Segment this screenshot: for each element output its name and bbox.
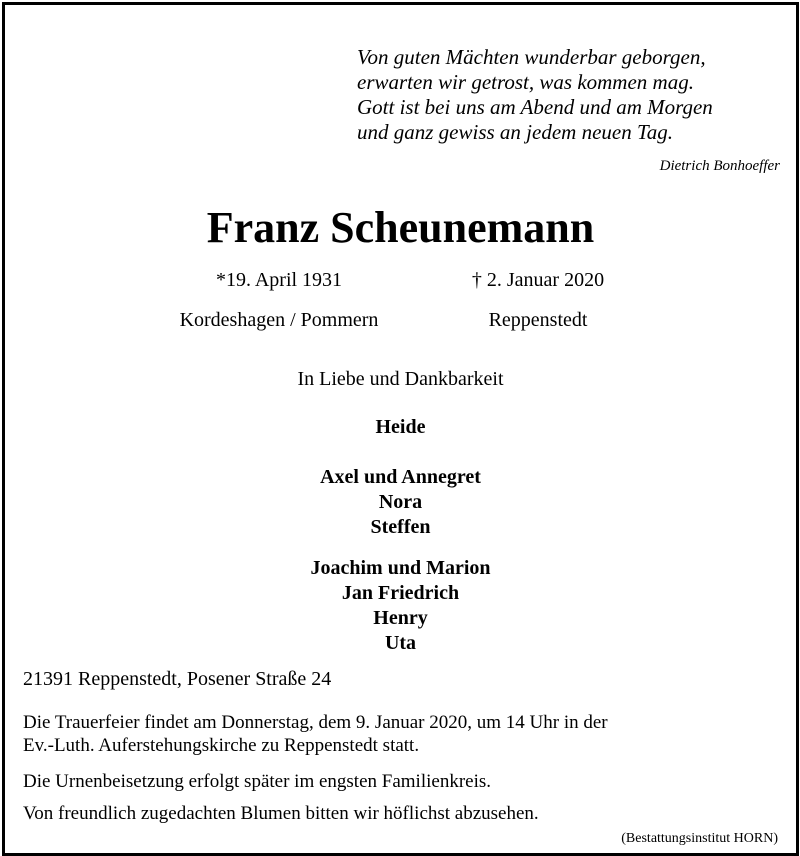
mourner-name: Uta: [384, 632, 417, 654]
obituary-notice: [2, 2, 799, 856]
mourner-name: Steffen: [370, 516, 431, 538]
address: 21391 Reppenstedt, Posener Straße 24: [23, 668, 332, 690]
bonhoeffer-quote: [357, 45, 777, 145]
death-date: † 2. Januar 2020: [471, 269, 605, 291]
quote-line: erwarten wir getrost, was kommen mag.: [357, 70, 694, 94]
funeral-line: Die Trauerfeier findet am Donnerstag, dem 9. Januar 2020, um 14 Uhr in der: [23, 712, 608, 733]
funeral-notice: [23, 711, 723, 757]
quote-author: Dietrich Bonhoeffer: [659, 158, 780, 174]
death-place: Reppenstedt: [488, 309, 588, 331]
quote-line: Gott ist bei uns am Abend und am Morgen: [357, 95, 713, 119]
quote-line: Von guten Mächten wunderbar geborgen,: [357, 45, 706, 69]
mourner-name: Nora: [378, 491, 423, 513]
mourner-name: Henry: [373, 607, 428, 629]
mourner-group-1: [5, 465, 796, 540]
undertaker-credit: (Bestattungsinstitut HORN): [621, 831, 778, 846]
birth-place: Kordeshagen / Pommern: [179, 309, 379, 331]
mourner-group-2: [5, 556, 796, 656]
mourner-name: Joachim und Marion: [310, 557, 491, 579]
urn-notice: Die Urnenbeisetzung erfolgt später im engsten Familienkreis.: [23, 771, 492, 792]
dedication: In Liebe und Dankbarkeit: [297, 368, 504, 390]
flowers-notice: Von freundlich zugedachten Blumen bitten wir höflichst abzusehen.: [23, 803, 539, 824]
deceased-name: Franz Scheunemann: [206, 203, 595, 252]
funeral-line: Ev.-Luth. Auferstehungskirche zu Reppenstedt statt.: [23, 735, 420, 756]
quote-line: und ganz gewiss an jedem neuen Tag.: [357, 120, 673, 144]
mourner-name: Axel und Annegret: [320, 466, 481, 488]
spouse-name: Heide: [375, 416, 426, 438]
birth-date: *19. April 1931: [215, 269, 343, 291]
mourner-name: Jan Friedrich: [341, 582, 460, 604]
